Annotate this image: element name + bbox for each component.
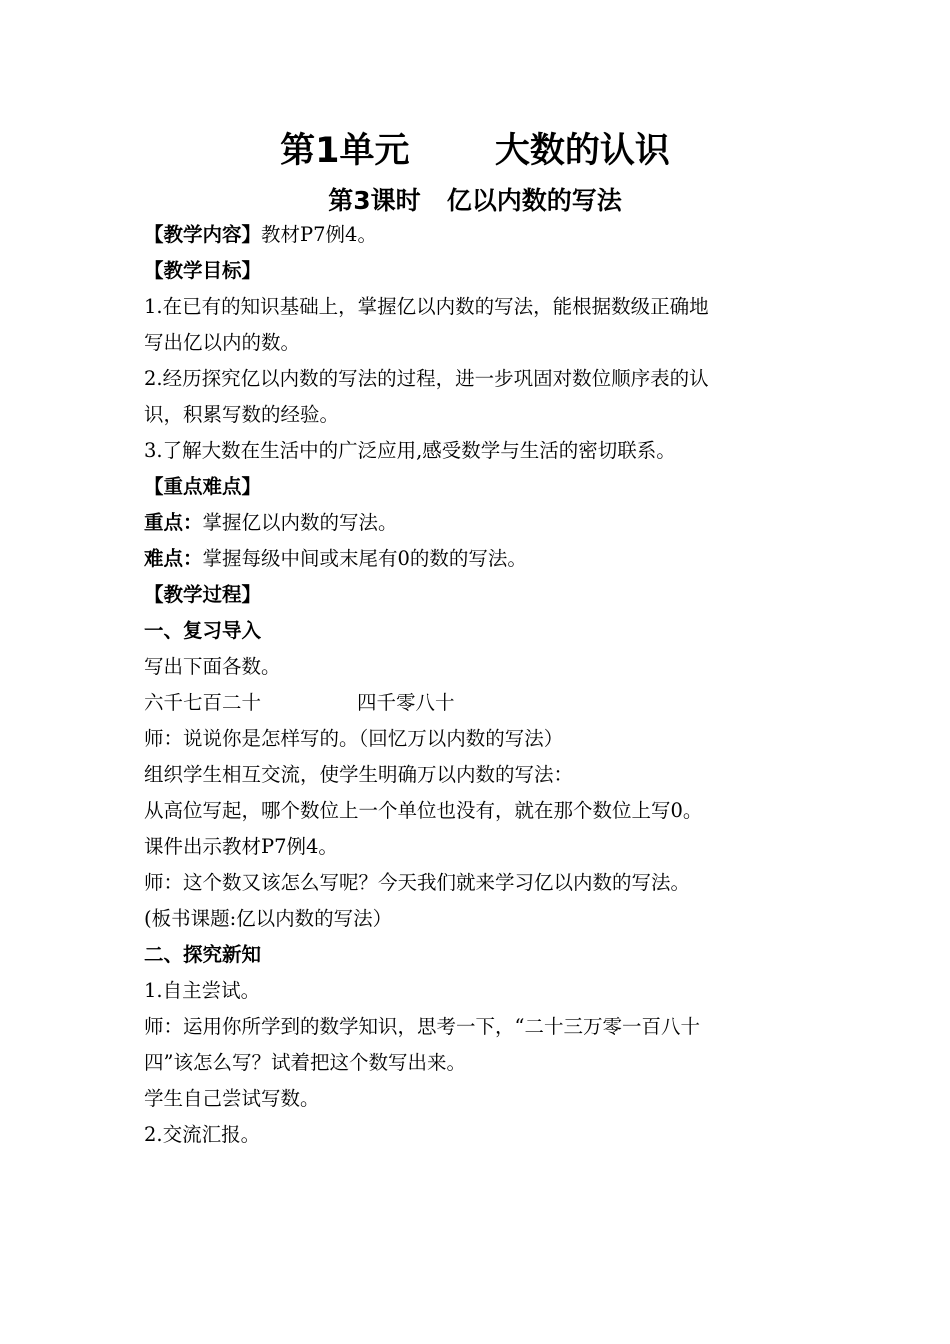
difficult-point-text: 掌握每级中间或末尾有0的数的写法。 [202, 547, 527, 570]
unit-title [0, 128, 950, 174]
paragraph-line: 师：这个数又该怎么写呢？今天我们就来学习亿以内数的写法。 [144, 871, 691, 894]
goal-line: 识，积累写数的经验。 [144, 403, 340, 426]
unit-number: 第1单元 [280, 131, 410, 171]
paragraph-line: (板书课题:亿以内数的写法） [144, 907, 393, 930]
goals-heading: 【教学目标】 [144, 259, 262, 282]
number-exercise: 六千七百二十 [144, 691, 262, 714]
goal-line: 3.了解大数在生活中的广泛应用,感受数学与生活的密切联系。 [144, 439, 676, 462]
section-explore-heading: 二、探究新知 [144, 943, 262, 966]
paragraph-line: 四”该怎么写？试着把这个数写出来。 [144, 1051, 466, 1074]
section-review-heading: 一、复习导入 [144, 619, 262, 642]
paragraph-line: 1.自主尝试。 [144, 979, 261, 1002]
teaching-content [144, 217, 824, 253]
paragraph-line: 组织学生相互交流，使学生明确万以内数的写法： [144, 763, 574, 786]
key-point [144, 505, 824, 541]
number-exercises [144, 685, 824, 721]
teaching-content-label: 【教学内容】 [144, 223, 262, 246]
key-point-label: 重点： [144, 511, 203, 534]
goal-line: 2.经历探究亿以内数的写法的过程，进一步巩固对数位顺序表的认 [144, 367, 709, 390]
paragraph-line: 写出下面各数。 [144, 655, 281, 678]
paragraph-line: 师：说说你是怎样写的。（回忆万以内数的写法） [144, 727, 564, 750]
key-point-text: 掌握亿以内数的写法。 [202, 511, 398, 534]
unit-topic: 大数的认识 [494, 131, 670, 171]
teaching-content-text: 教材P7例4。 [261, 223, 377, 246]
process-heading: 【教学过程】 [144, 583, 262, 606]
paragraph-line: 2.交流汇报。 [144, 1123, 261, 1146]
key-points-heading: 【重点难点】 [144, 475, 262, 498]
difficult-point-label: 难点： [144, 547, 203, 570]
lesson-title [0, 184, 950, 218]
paragraph-line: 课件出示教材P7例4。 [144, 835, 338, 858]
number-exercise: 四千零八十 [357, 691, 455, 714]
lesson-topic: 亿以内数的写法 [446, 186, 622, 215]
goal-line: 写出亿以内的数。 [144, 331, 301, 354]
paragraph-line: 师：运用你所学到的数学知识，思考一下，“二十三万零一百八十 [144, 1015, 700, 1038]
lesson-number: 第3课时 [328, 186, 421, 215]
paragraph-line: 学生自己尝试写数。 [144, 1087, 320, 1110]
lesson-body [144, 217, 824, 1153]
difficult-point [144, 541, 824, 577]
paragraph-line: 从高位写起，哪个数位上一个单位也没有，就在那个数位上写0。 [144, 799, 703, 822]
goal-line: 1.在已有的知识基础上，掌握亿以内数的写法，能根据数级正确地 [144, 295, 709, 318]
